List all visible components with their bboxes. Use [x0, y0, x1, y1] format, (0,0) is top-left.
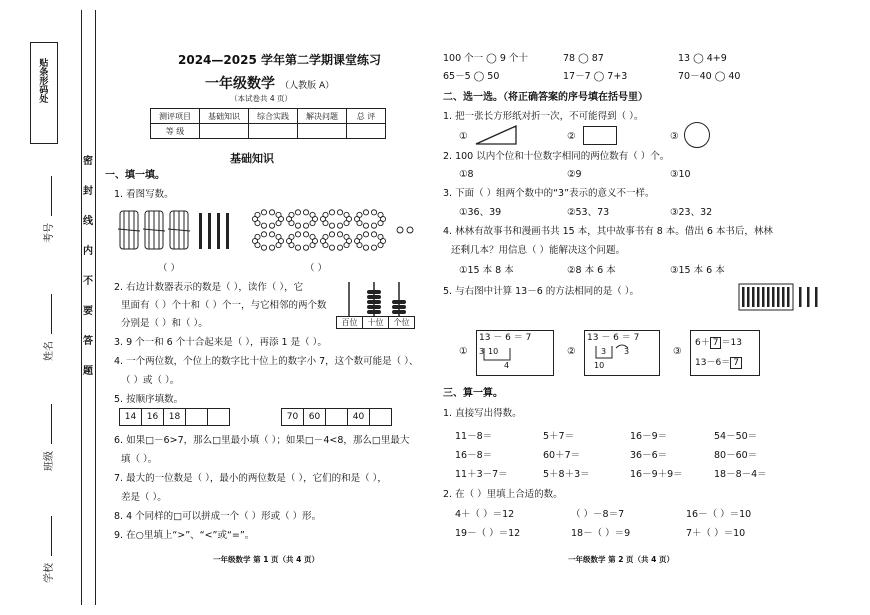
c5-opt-a[interactable]: ①	[459, 346, 468, 357]
c1-opt-a[interactable]: ①	[459, 131, 468, 142]
bead-ring	[320, 232, 351, 251]
bead-rings-picture	[250, 207, 420, 255]
calc-item[interactable]: 5＋8＋3＝	[543, 469, 590, 480]
q1-blank-a[interactable]: （ ）	[158, 263, 181, 274]
c5-eq-b: 13 － 6 ＝ 7	[587, 333, 640, 343]
sequence-a	[120, 408, 230, 426]
page1-footer: 一年级数学 第 1 页（共 4 页）	[213, 555, 319, 564]
c5-eq-c1	[695, 335, 742, 348]
compare-item: 100 个一 ◯ 9 个十	[443, 53, 528, 64]
bead-ring	[252, 210, 283, 229]
sequence-cell: 14	[119, 408, 142, 426]
c4-line1: 4. 林林有故事书和漫画书共 15 本，其中故事书有 8 本。借出 6 本书后，林林	[443, 226, 773, 237]
q8-text: 8. 4 个同样的□可以拼成一个（ ）形或（ ）形。	[114, 511, 322, 522]
calc-item[interactable]: 80－60＝	[714, 450, 758, 461]
barcode-stamp-label: 贴条形码处	[37, 58, 48, 103]
seal-char: 线	[83, 216, 93, 227]
q3-text: 3. 9 个一和 6 个十合起来是（ ），再添 1 是（ ）。	[114, 337, 327, 348]
score-cell[interactable]	[298, 124, 347, 139]
c2-text: 2. 100 以内个位和十位数字相同的两位数有（ ）个。	[443, 151, 670, 162]
bead-ring	[286, 232, 317, 251]
c5-bottom-a: 4	[504, 361, 510, 370]
calc-item[interactable]: 5＋7＝	[543, 431, 575, 442]
fill-item[interactable]: 16－（ ）＝10	[686, 509, 752, 520]
right-triangle-shape	[474, 124, 518, 146]
seal-char: 题	[83, 366, 93, 377]
c4-opt-c[interactable]: ③15 本 6 本	[670, 265, 725, 276]
subject-heading	[205, 73, 334, 93]
binding-line-right	[95, 10, 96, 605]
c5-bottom-b: 10	[594, 361, 605, 370]
c5-opt-c[interactable]: ③	[673, 346, 682, 357]
abacus-label-tens: 十位	[363, 317, 389, 328]
abacus-picture	[336, 280, 412, 320]
exam-number-field[interactable]	[37, 173, 53, 243]
c4-opt-a[interactable]: ①15 本 8 本	[459, 265, 514, 276]
calc-item[interactable]: 36－6＝	[630, 450, 668, 461]
calc-item[interactable]: 16－9＋9＝	[630, 469, 683, 480]
bead-ring	[354, 210, 385, 229]
c5-opt-b[interactable]: ②	[567, 346, 576, 357]
compare-item: 70－40 ◯ 40	[678, 71, 741, 82]
subject-title: 一年级数学	[205, 76, 275, 92]
q6-line2: 填（ ）。	[121, 454, 158, 465]
sequence-cell: 40	[347, 408, 370, 426]
c5-part-a2: 10	[488, 347, 499, 356]
score-table	[150, 108, 386, 139]
page-count-note: （本试卷共 4 页）	[230, 94, 293, 103]
class-field[interactable]	[37, 401, 53, 471]
stick-bundle	[118, 211, 140, 249]
name-field[interactable]	[37, 291, 53, 361]
q4-line1: 4. 一个两位数，个位上的数字比十位上的数字小 7，这个数可能是（ ）、	[114, 356, 419, 367]
sequence-cell[interactable]	[369, 408, 392, 426]
c5-part-b2: 3	[624, 347, 630, 356]
circle-shape	[684, 122, 710, 148]
stick-bundles-picture	[115, 207, 240, 255]
seal-char: 密	[83, 156, 93, 167]
sticks-reference-picture	[737, 280, 833, 316]
section-heading: 基础知识	[230, 152, 274, 165]
rectangle-shape	[583, 126, 617, 145]
score-header-cell: 综合实践	[249, 109, 298, 124]
q6-line1: 6. 如果□－6>7，那么□里最小填（ ）；如果□－4<8，那么□里最大	[114, 435, 410, 446]
seal-char: 答	[83, 336, 93, 347]
c1-opt-b[interactable]: ②	[567, 131, 576, 142]
q1-blank-b[interactable]: （ ）	[305, 263, 328, 274]
exam-number-label: 考号	[44, 223, 55, 243]
school-field[interactable]	[37, 513, 53, 583]
page2-footer: 一年级数学 第 2 页（共 4 页）	[568, 555, 674, 564]
c1-text: 1. 把一张长方形纸对折一次，不可能得到（ ）。	[443, 111, 644, 122]
q5-text: 5. 按顺序填数。	[114, 394, 184, 405]
seal-char: 不	[83, 276, 93, 287]
score-table-row	[151, 124, 386, 139]
c5-part-b1: 3	[601, 347, 607, 356]
score-header-cell: 总 评	[347, 109, 386, 124]
fill-item[interactable]: 19－（ ）＝12	[455, 528, 521, 539]
bead-ring	[252, 232, 283, 251]
c5-eq-c2-box: 7	[730, 357, 742, 369]
score-header-cell: 解决问题	[298, 109, 347, 124]
stick-bundle	[143, 211, 165, 249]
bead-ring	[320, 210, 351, 229]
score-table-header	[151, 109, 386, 124]
score-cell[interactable]	[200, 124, 249, 139]
c3-opt-c[interactable]: ③23、32	[670, 207, 713, 218]
c5-eq-c1-right: ＝13	[721, 338, 742, 348]
class-label: 班级	[44, 451, 55, 471]
sequence-cell: 18	[163, 408, 186, 426]
q7-line2: 差是（ ）。	[121, 492, 167, 503]
exam-title: 2024—2025 学年第二学期课堂练习	[178, 53, 381, 67]
seal-char: 内	[83, 246, 93, 257]
c5-eq-c2	[695, 355, 742, 368]
calc-item[interactable]: 11＋3－7＝	[455, 469, 508, 480]
bead-ring	[354, 232, 385, 251]
c4-line2: 还剩几本？用信息（ ）能解决这个问题。	[451, 245, 626, 256]
c2-opt-b[interactable]: ②9	[567, 169, 582, 180]
score-cell[interactable]	[347, 124, 386, 139]
single-sticks	[199, 213, 229, 249]
calc-item[interactable]: 60＋7＝	[543, 450, 581, 461]
sequence-cell: 16	[141, 408, 164, 426]
single-bead	[407, 227, 413, 233]
single-bead	[397, 227, 403, 233]
c4-opt-b[interactable]: ②8 本 6 本	[567, 265, 616, 276]
score-cell[interactable]	[249, 124, 298, 139]
q7-line1: 7. 最大的一位数是（ ），最小的两位数是（ ），它们的和是（ ），	[114, 473, 387, 484]
c1-opt-c[interactable]: ③	[670, 131, 679, 142]
fill-item[interactable]: 18－（ ）＝9	[571, 528, 631, 539]
class-line	[51, 404, 52, 444]
fill-item[interactable]: 4＋（ ）＝12	[455, 509, 515, 520]
c5-eq-c1-left: 6＋	[695, 338, 710, 348]
school-line	[51, 516, 52, 556]
part2-title: 二、选一选。（将正确答案的序号填在括号里）	[443, 92, 648, 103]
c5-eq-c1-box: 7	[710, 337, 722, 349]
compare-item: 65－5 ◯ 50	[443, 71, 500, 82]
seal-char: 要	[83, 306, 93, 317]
calc-item[interactable]: 16－8＝	[455, 450, 493, 461]
name-line	[51, 294, 52, 334]
q1-text: 1. 看图写数。	[114, 189, 174, 200]
compare-item: 78 ◯ 87	[563, 53, 604, 64]
abacus-label-hundreds: 百位	[337, 317, 363, 328]
score-header-cell: 测评项目	[151, 109, 200, 124]
c5-eq-a: 13 － 6 ＝ 7	[479, 333, 532, 343]
c2-opt-a[interactable]: ①8	[459, 169, 474, 180]
sequence-cell[interactable]	[325, 408, 348, 426]
sequence-cell[interactable]	[185, 408, 208, 426]
abacus-label-ones: 个位	[393, 318, 410, 327]
part1-title: 一、填一填。	[105, 170, 165, 181]
name-label: 姓名	[44, 341, 55, 361]
fill-item[interactable]: 7＋（ ）＝10	[686, 528, 746, 539]
score-header-cell: 基础知识	[200, 109, 249, 124]
edition-label: （人教版 A）	[280, 81, 335, 91]
sequence-cell: 70	[281, 408, 304, 426]
calc-item[interactable]: 18－8－4＝	[714, 469, 767, 480]
part3-title: 三、算一算。	[443, 388, 503, 399]
stick-bundle	[168, 211, 190, 249]
calc-item[interactable]: 54－50＝	[714, 431, 758, 442]
c5-part-a1: 3	[479, 347, 485, 356]
compare-item: 13 ◯ 4+9	[678, 53, 727, 64]
c5-bracket-a	[480, 344, 520, 368]
q2-line1: 2. 右边计数器表示的数是（ ），读作（ ），它	[114, 282, 304, 293]
c3-opt-a[interactable]: ①36、39	[459, 207, 502, 218]
q4-line2: （ ）或（ ）。	[121, 375, 180, 386]
s2-text: 2. 在（ ）里填上合适的数。	[443, 489, 563, 500]
sequence-b	[282, 408, 392, 426]
c5-text: 5. 与右图中计算 13－6 的方法相同的是（ ）。	[443, 286, 640, 297]
exam-number-line	[51, 176, 52, 216]
abacus-labels	[336, 316, 415, 329]
school-label: 学校	[44, 563, 55, 583]
compare-item: 17－7 ◯ 7+3	[563, 71, 628, 82]
c3-opt-b[interactable]: ②53、73	[567, 207, 610, 218]
seal-char: 封	[83, 186, 93, 197]
calc-item[interactable]: 11－8＝	[455, 431, 493, 442]
calc-item[interactable]: 16－9＝	[630, 431, 668, 442]
q2-line3: 分别是（ ）和（ ）。	[121, 318, 208, 329]
fill-item[interactable]: （ ）－8＝7	[571, 509, 625, 520]
s1-text: 1. 直接写出得数。	[443, 408, 522, 419]
c3-text: 3. 下面（ ）组两个数中的“3”表示的意义不一样。	[443, 188, 655, 199]
c5-eq-c2-left: 13－6＝	[695, 358, 731, 368]
bead-ring	[286, 210, 317, 229]
q2-line2: 里面有（ ）个十和（ ）个一，与它相邻的两个数	[121, 300, 327, 311]
score-row-label: 等 级	[151, 124, 200, 139]
sequence-cell: 60	[303, 408, 326, 426]
sequence-cell[interactable]	[207, 408, 230, 426]
q9-text: 9. 在○里填上“>”、“<”或“=”。	[114, 530, 255, 541]
c2-opt-c[interactable]: ③10	[670, 169, 691, 180]
